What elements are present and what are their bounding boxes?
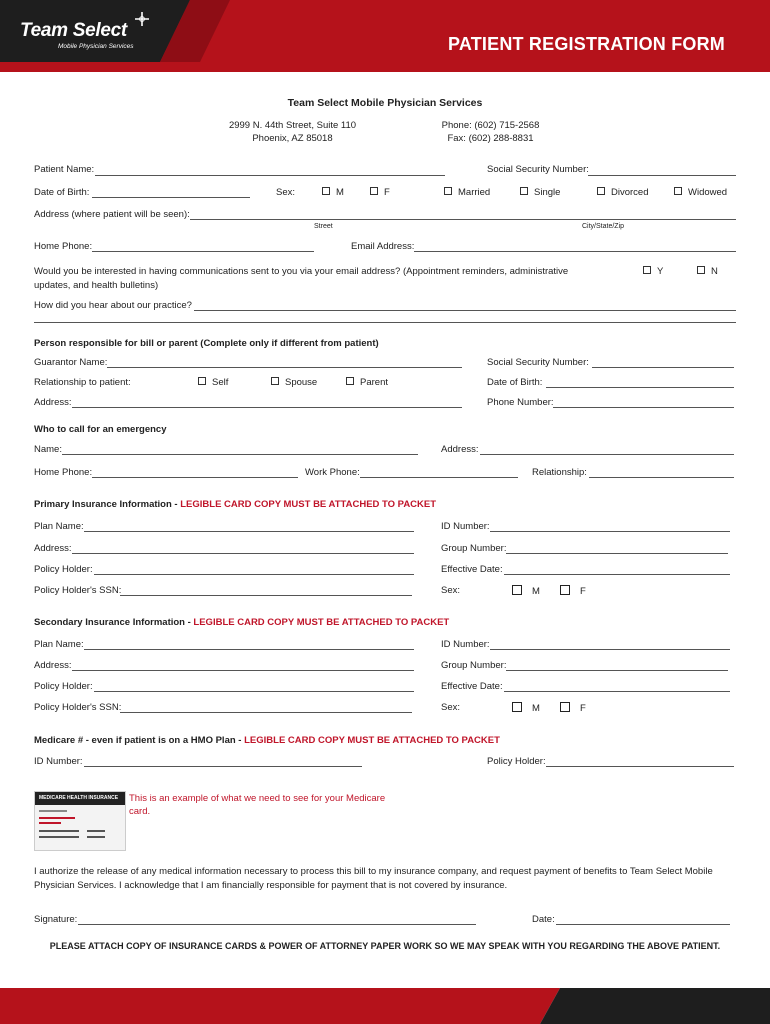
footer-notice: PLEASE ATTACH COPY OF INSURANCE CARDS & POWER OF ATTORNEY PAPER WORK SO WE MAY SPEAK WITH YOU REGARDING THE ABOVE PATIENT. xyxy=(49,941,721,951)
secondary-male-option[interactable]: M xyxy=(512,702,540,714)
authorization-line1: I authorize the release of any medical information necessary to process this bill to my insurance company, and request payment of benefits to Team Select Mobile xyxy=(34,866,713,877)
email-label: Email Address: xyxy=(351,241,415,252)
guarantor-address-field[interactable] xyxy=(72,407,462,408)
city-caption: City/State/Zip xyxy=(582,223,625,230)
medicare-card-title: MEDICARE HEALTH INSURANCE xyxy=(39,795,119,801)
primary-sex-label: Sex: xyxy=(441,585,461,596)
secondary-ssn-label: Policy Holder's SSN: xyxy=(34,702,122,713)
primary-id-field[interactable] xyxy=(490,531,730,532)
org-address1: 2999 N. 44th Street, Suite 110 xyxy=(228,120,357,131)
sex-label: Sex: xyxy=(276,187,296,198)
guarantor-label: Guarantor Name: xyxy=(34,357,108,368)
primary-ssn-field[interactable] xyxy=(120,595,412,596)
emergency-address-field[interactable] xyxy=(480,454,734,455)
date-field[interactable] xyxy=(556,924,730,925)
relationship-label: Relationship to patient: xyxy=(34,377,131,388)
secondary-holder-field[interactable] xyxy=(94,691,414,692)
divorced-option[interactable]: Divorced xyxy=(597,187,649,198)
hear-field[interactable] xyxy=(194,310,736,311)
medicare-id-label: ID Number: xyxy=(34,756,83,767)
checkbox-icon[interactable] xyxy=(597,187,605,195)
checkbox-icon[interactable] xyxy=(520,187,528,195)
guarantor-dob-field[interactable] xyxy=(546,387,734,388)
cross-logo-icon xyxy=(134,11,150,27)
primary-holder-label: Policy Holder: xyxy=(34,564,93,575)
guarantor-phone-field[interactable] xyxy=(553,407,734,408)
email-field[interactable] xyxy=(414,251,736,252)
checkbox-icon[interactable] xyxy=(322,187,330,195)
secondary-plan-field[interactable] xyxy=(84,649,414,650)
form-title: PATIENT REGISTRATION FORM xyxy=(448,34,725,54)
emergency-heading: Who to call for an emergency xyxy=(34,424,167,435)
sex-male-option[interactable]: M xyxy=(322,187,344,198)
primary-holder-field[interactable] xyxy=(94,574,414,575)
signature-label: Signature: xyxy=(34,914,78,925)
secondary-female-option[interactable]: F xyxy=(560,702,586,714)
brand-logo: Team Select xyxy=(20,20,127,41)
secondary-plan-label: Plan Name: xyxy=(34,639,84,650)
checkbox-icon[interactable] xyxy=(370,187,378,195)
checkbox-icon[interactable] xyxy=(271,377,279,385)
home-phone-label: Home Phone: xyxy=(34,241,93,252)
widowed-option[interactable]: Widowed xyxy=(674,187,727,198)
checkbox-icon[interactable] xyxy=(444,187,452,195)
comm-yes-option[interactable]: Y xyxy=(643,266,663,277)
checkbox-icon[interactable] xyxy=(198,377,206,385)
primary-group-label: Group Number: xyxy=(441,543,507,554)
spouse-option[interactable]: Spouse xyxy=(271,377,317,388)
address-label: Address (where patient will be seen): xyxy=(34,209,190,220)
secondary-effective-label: Effective Date: xyxy=(441,681,503,692)
checkbox-icon[interactable] xyxy=(674,187,682,195)
patient-ssn-field[interactable] xyxy=(588,175,736,176)
secondary-id-field[interactable] xyxy=(490,649,730,650)
emergency-address-label: Address: xyxy=(441,444,479,455)
patient-ssn-label: Social Security Number: xyxy=(487,164,589,175)
medicare-example-line1: This is an example of what we need to see for your Medicare xyxy=(129,793,386,804)
secondary-heading: Secondary Insurance Information - LEGIBLE CARD COPY MUST BE ATTACHED TO PACKET xyxy=(34,617,450,628)
primary-ssn-label: Policy Holder's SSN: xyxy=(34,585,122,596)
org-name: Team Select Mobile Physician Services xyxy=(287,97,483,109)
patient-name-label: Patient Name: xyxy=(34,164,95,175)
guarantor-address-label: Address: xyxy=(34,397,72,408)
checkbox-icon[interactable] xyxy=(512,585,522,595)
single-option[interactable]: Single xyxy=(520,187,560,198)
primary-plan-field[interactable] xyxy=(84,531,414,532)
secondary-holder-label: Policy Holder: xyxy=(34,681,93,692)
primary-male-option[interactable]: M xyxy=(512,585,540,597)
comm-question-line2: updates, and health bulletins) xyxy=(34,280,159,291)
home-phone-field[interactable] xyxy=(92,251,314,252)
medicare-card-image xyxy=(34,791,126,851)
sex-female-option[interactable]: F xyxy=(370,187,390,198)
patient-name-field[interactable] xyxy=(95,175,445,176)
secondary-group-label: Group Number: xyxy=(441,660,507,671)
secondary-ssn-field[interactable] xyxy=(120,712,412,713)
guarantor-ssn-label: Social Security Number: xyxy=(487,357,589,368)
secondary-sex-label: Sex: xyxy=(441,702,461,713)
secondary-effective-field[interactable] xyxy=(504,691,730,692)
checkbox-icon[interactable] xyxy=(560,585,570,595)
emergency-relationship-field[interactable] xyxy=(589,477,734,478)
primary-effective-label: Effective Date: xyxy=(441,564,503,575)
medicare-holder-label: Policy Holder: xyxy=(487,756,546,767)
primary-female-option[interactable]: F xyxy=(560,585,586,597)
self-option[interactable]: Self xyxy=(198,377,228,388)
emergency-work-phone-label: Work Phone: xyxy=(305,467,360,478)
brand-subtitle: Mobile Physician Services xyxy=(58,43,134,50)
medicare-id-field[interactable] xyxy=(84,766,362,767)
guarantor-phone-label: Phone Number: xyxy=(487,397,554,408)
org-phone: Phone: (602) 715-2568 xyxy=(441,120,540,131)
medicare-example-line2: card. xyxy=(129,806,151,817)
guarantor-field[interactable] xyxy=(107,367,462,368)
emergency-home-phone-field[interactable] xyxy=(92,477,298,478)
married-option[interactable]: Married xyxy=(444,187,490,198)
dob-field[interactable] xyxy=(92,197,250,198)
address-field[interactable] xyxy=(190,219,736,220)
comm-no-option[interactable]: N xyxy=(697,266,718,277)
secondary-group-field[interactable] xyxy=(506,670,728,671)
primary-heading: Primary Insurance Information - LEGIBLE CARD COPY MUST BE ATTACHED TO PACKET xyxy=(34,499,437,510)
primary-group-field[interactable] xyxy=(506,553,728,554)
emergency-work-phone-field[interactable] xyxy=(360,477,518,478)
primary-address-label: Address: xyxy=(34,543,72,554)
dob-label: Date of Birth: xyxy=(34,187,90,198)
checkbox-icon[interactable] xyxy=(697,266,705,274)
primary-address-field[interactable] xyxy=(72,553,414,554)
signature-field[interactable] xyxy=(78,924,476,925)
checkbox-icon[interactable] xyxy=(560,702,570,712)
emergency-name-label: Name: xyxy=(34,444,62,455)
secondary-address-field[interactable] xyxy=(72,670,414,671)
primary-effective-field[interactable] xyxy=(504,574,730,575)
street-caption: Street xyxy=(314,223,333,230)
emergency-relationship-label: Relationship: xyxy=(532,467,587,478)
comm-question-line1: Would you be interested in having communications sent to you via your email address? (Appointment reminders, administrative xyxy=(34,266,569,277)
footer-banner xyxy=(0,988,770,1024)
guarantor-ssn-field[interactable] xyxy=(592,367,734,368)
parent-option[interactable]: Parent xyxy=(346,377,388,388)
primary-id-label: ID Number: xyxy=(441,521,490,532)
medicare-heading: Medicare # - even if patient is on a HMO Plan - LEGIBLE CARD COPY MUST BE ATTACHED TO PACKET xyxy=(34,735,500,746)
primary-plan-label: Plan Name: xyxy=(34,521,84,532)
checkbox-icon[interactable] xyxy=(346,377,354,385)
hear-label: How did you hear about our practice? xyxy=(34,300,192,311)
secondary-id-label: ID Number: xyxy=(441,639,490,650)
emergency-home-phone-label: Home Phone: xyxy=(34,467,93,478)
guarantor-dob-label: Date of Birth: xyxy=(487,377,543,388)
checkbox-icon[interactable] xyxy=(643,266,651,274)
date-label: Date: xyxy=(532,914,555,925)
checkbox-icon[interactable] xyxy=(512,702,522,712)
medicare-holder-field[interactable] xyxy=(546,766,734,767)
org-fax: Fax: (602) 288-8831 xyxy=(447,133,534,144)
hear-field-2[interactable] xyxy=(34,322,736,323)
authorization-line2: Physician Services. I acknowledge that I am financially responsible for payment that is not covered by insurance. xyxy=(34,880,508,891)
medicare-card-lines xyxy=(39,810,121,846)
emergency-name-field[interactable] xyxy=(62,454,418,455)
org-address2: Phoenix, AZ 85018 xyxy=(252,133,333,144)
responsible-heading: Person responsible for bill or parent (Complete only if different from patient) xyxy=(34,338,379,349)
secondary-address-label: Address: xyxy=(34,660,72,671)
